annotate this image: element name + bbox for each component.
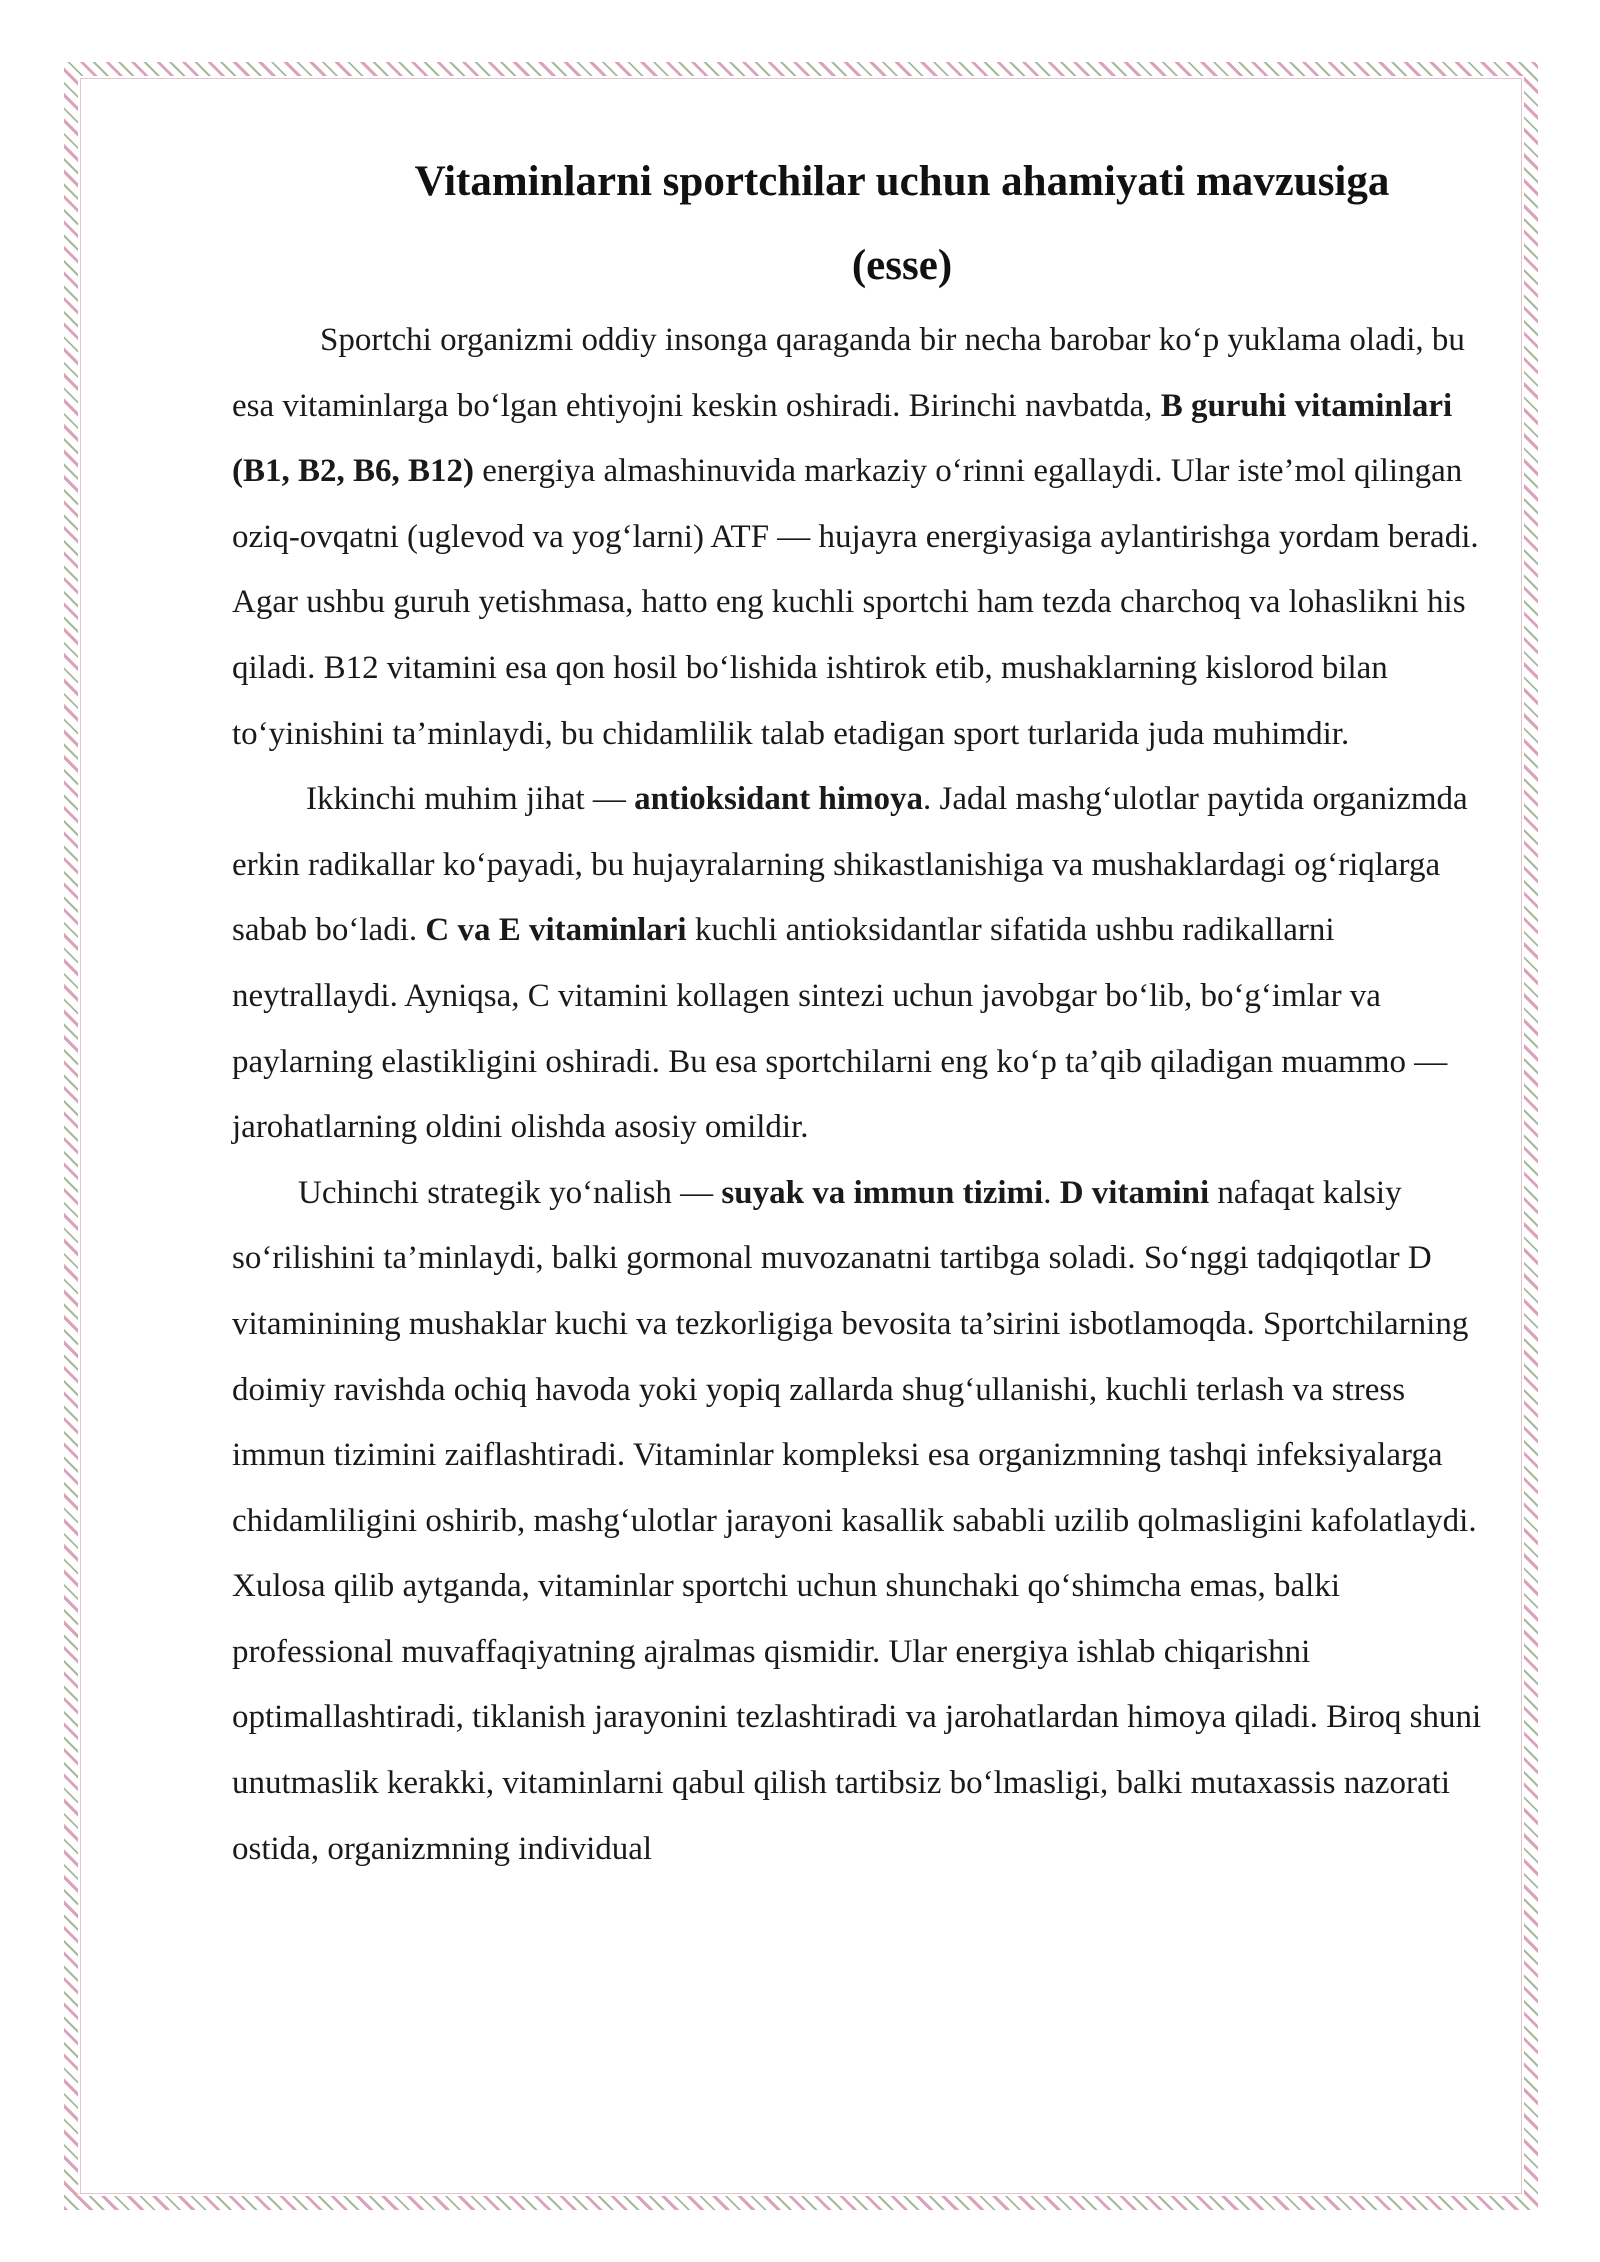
document-title — [312, 140, 1492, 308]
paragraph-1-text-2: energiya almashinuvida markaziy o‘rinni egallaydi. Ular iste’mol qilingan oziq-ovqatni (uglevod va yog‘larni) ATF — hujayra energiyasiga aylantirishga yordam beradi. Agar ushbu guruh yetishmasa, hatto eng kuchli sportchi ham tezda charchoq va lohaslikni his qiladi. B12 vitamini esa qon hosil bo‘lishida ishtirok etib, mushaklarning kislorod bilan to‘yinishini ta’minlaydi, bu chidamlilik talab etadigan sport turlarida juda muhimdir. — [232, 453, 1479, 752]
title-line-1: Vitaminlarni sportchilar uchun ahamiyati mavzusiga — [414, 158, 1390, 205]
paragraph-2-text-3: kuchli antioksidantlar sifatida ushbu radikallarni neytrallaydi. Ayniqsa, C vitamini kollagen sintezi uchun javobgar bo‘lib, bo‘g‘imlar va paylarning elastikligini oshiradi. Bu esa sportchilarni eng ko‘p ta’qib qiladigan muammo — jarohatlarning oldini olishda asosiy omildir. — [232, 912, 1448, 1146]
paragraph-1-text-1: Sportchi organizmi oddiy insonga qaraganda bir necha barobar ko‘p yuklama oladi, bu esa vitaminlarga bo‘lgan ehtiyojni keskin oshiradi. Birinchi navbatda, — [232, 322, 1465, 424]
paragraph-3-bold-1: suyak va immun tizimi — [721, 1174, 1044, 1211]
title-line-2: (esse) — [851, 242, 953, 289]
paragraph-3-text-3: nafaqat kalsiy so‘rilishini ta’minlaydi, balki gormonal muvozanatni tartibga soladi. So‘nggi tadqiqotlar D vitaminining mushaklar kuchi va tezkorligiga bevosita ta’sirini isbotlamoqda. Sportchilarning doimiy ravishda ochiq havoda yoki yopiq zallarda shug‘ullanishi, kuchli terlash va stress immun tizimini zaiflashtiradi. Vitaminlar kompleksi esa organizmning tashqi infeksiyalarga chidamliligini oshirib, mashg‘ulotlar jarayoni kasallik sababli uzilib qolmasligini kafolatlaydi. Xulosa qilib aytganda, vitaminlar sportchi uchun shunchaki qo‘shimcha emas, balki professional muvaffaqiyatning ajralmas qismidir. Ular energiya ishlab chiqarishni optimallashtiradi, tiklanish jarayonini tezlashtiradi va jarohatlardan himoya qiladi. Biroq shuni unutmaslik kerakki, vitaminlarni qabul qilish tartibsiz bo‘lmasligi, balki mutaxassis nazorati ostida, organizmning individual — [232, 1174, 1482, 1867]
paragraph-2-bold-2: C va E vitaminlari — [425, 912, 687, 949]
paragraph-3-bold-2: D vitamini — [1059, 1174, 1210, 1211]
paragraph-3-text-2: . — [1043, 1174, 1060, 1211]
paragraph-3 — [232, 1161, 1494, 1883]
paragraph-2-bold-1: antioksidant himoya — [634, 781, 923, 818]
paragraph-2-text-1: Ikkinchi muhim jihat — — [306, 781, 635, 818]
paragraph-2-text-2: . Jadal mashg‘ulotlar paytida organizmda erkin radikallar ko‘payadi, bu hujayralarning shikastlanishiga va mushaklardagi og‘riqlarga sabab bo‘ladi. — [232, 781, 1468, 949]
paragraph-1-bold-1: B guruhi vitaminlari (B1, B2, B6, B12) — [232, 387, 1453, 490]
paragraph-2 — [232, 767, 1494, 1161]
paragraph-3-text-1: Uchinchi strategik yo‘nalish — — [298, 1174, 722, 1211]
paragraph-1 — [232, 308, 1494, 767]
document-body — [232, 140, 1494, 1882]
